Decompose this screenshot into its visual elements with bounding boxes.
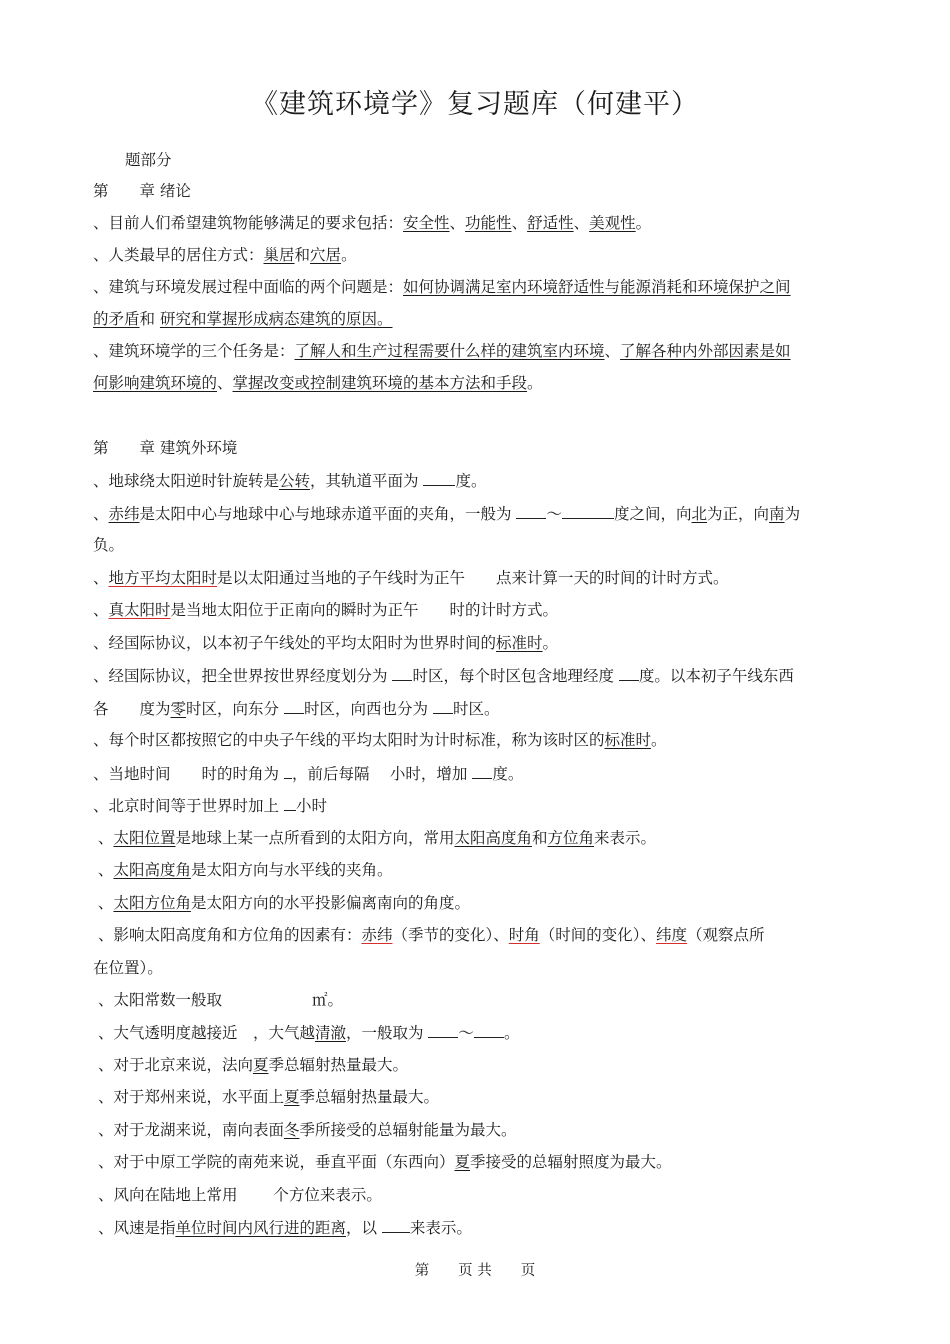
question-2-14: 、太阳常数一般取 ㎡。 xyxy=(97,991,343,1009)
question-1-4-cont: 何影响建筑环境的、掌握改变或控制建筑环境的基本方法和手段。 xyxy=(93,374,543,392)
question-2-13-cont: 在位置）。 xyxy=(93,959,163,977)
question-1-2: 、人类最早的居住方式：巢居和穴居。 xyxy=(93,246,357,264)
answer-blank xyxy=(428,1022,458,1038)
question-1-4: 、建筑环境学的三个任务是：了解人和生产过程需要什么样的建筑室内环境、了解各种内外部因素是如 xyxy=(93,342,791,360)
question-1-3-cont: 的矛盾和 研究和掌握形成病态建筑的原因。 xyxy=(93,310,393,328)
answer-blank xyxy=(284,698,304,714)
chapter-2-heading: 第 章 建筑外环境 xyxy=(93,439,238,457)
question-2-13: 、影响太阳高度角和方位角的因素有：赤纬（季节的变化）、时角（时间的变化）、纬度（观察点所 xyxy=(97,926,765,944)
question-2-20: 、风向在陆地上常用 个方位来表示。 xyxy=(97,1186,382,1204)
question-2-9: 、北京时间等于世界时加上 小时 xyxy=(93,797,327,815)
answer-blank xyxy=(562,503,614,519)
question-2-18: 、对于龙湖来说，南向表面冬季所接受的总辐射能量为最大。 xyxy=(97,1121,517,1139)
question-2-6: 、经国际协议，把全世界按世界经度划分为 时区，每个时区包含地理经度 度。以本初子午线东西 xyxy=(93,667,794,685)
question-2-4: 、真太阳时是当地太阳位于正南向的瞬时为正午 时的计时方式。 xyxy=(93,601,559,619)
question-1-3: 、建筑与环境发展过程中面临的两个问题是：如何协调满足室内环境舒适性与能源消耗和环境保护之间 xyxy=(93,278,791,296)
answer-blank xyxy=(516,503,546,519)
question-2-6-cont: 各 度为零时区，向东分 时区，向西也分为 时区。 xyxy=(93,700,500,718)
section-label: 题部分 xyxy=(125,151,172,169)
question-2-1: 、地球绕太阳逆时针旋转是公转，其轨道平面为 度。 xyxy=(93,472,487,490)
chapter-1-heading: 第 章 绪论 xyxy=(93,182,191,200)
question-2-5: 、经国际协议，以本初子午线处的平均太阳时为世界时间的标准时。 xyxy=(93,634,559,652)
answer-blank xyxy=(474,1022,504,1038)
question-2-2: 、赤纬是太阳中心与地球中心与地球赤道平面的夹角，一般为 ～ 度之间，向北为正，向南为 xyxy=(93,505,801,523)
document-title: 《建筑环境学》复习题库（何建平） xyxy=(251,89,699,120)
question-2-8: 、当地时间 时的时角为 ，前后每隔 小时，增加 度。 xyxy=(93,765,524,783)
answer-blank xyxy=(392,665,412,681)
question-2-15: 、大气透明度越接近 ，大气越清澈，一般取为 ～ 。 xyxy=(97,1024,520,1042)
question-2-19: 、对于中原工学院的南苑来说，垂直平面（东西向）夏季接受的总辐射照度为最大。 xyxy=(97,1153,672,1171)
answer-blank xyxy=(382,1217,410,1233)
page-footer: 第 页 共 页 xyxy=(414,1263,536,1279)
question-2-17: 、对于郑州来说，水平面上夏季总辐射热量最大。 xyxy=(97,1088,439,1106)
answer-blank xyxy=(433,698,453,714)
question-2-12: 、太阳方位角是太阳方向的水平投影偏离南向的角度。 xyxy=(93,894,470,912)
question-2-11: 、太阳高度角是太阳方向与水平线的夹角。 xyxy=(93,861,393,879)
answer-blank xyxy=(284,795,296,811)
answer-blank xyxy=(284,763,292,779)
answer-blank xyxy=(423,470,455,486)
question-2-21: 、风速是指单位时间内风行进的距离，以 来表示。 xyxy=(97,1219,472,1237)
answer-blank xyxy=(472,763,492,779)
question-2-3: 、地方平均太阳时是以太阳通过当地的子午线时为正午 点来计算一天的时间的计时方式。 xyxy=(93,569,729,587)
question-2-10: 、太阳位置是地球上某一点所看到的太阳方向，常用太阳高度角和方位角来表示。 xyxy=(93,829,657,847)
answer-blank xyxy=(619,665,639,681)
question-2-7: 、每个时区都按照它的中央子午线的平均太阳时为计时标准，称为该时区的标准时。 xyxy=(93,731,667,749)
question-1-1: 、目前人们希望建筑物能够满足的要求包括：安全性、功能性、舒适性、美观性。 xyxy=(93,214,652,232)
question-2-16: 、对于北京来说，法向夏季总辐射热量最大。 xyxy=(97,1056,408,1074)
question-2-2-cont: 负。 xyxy=(93,536,125,554)
